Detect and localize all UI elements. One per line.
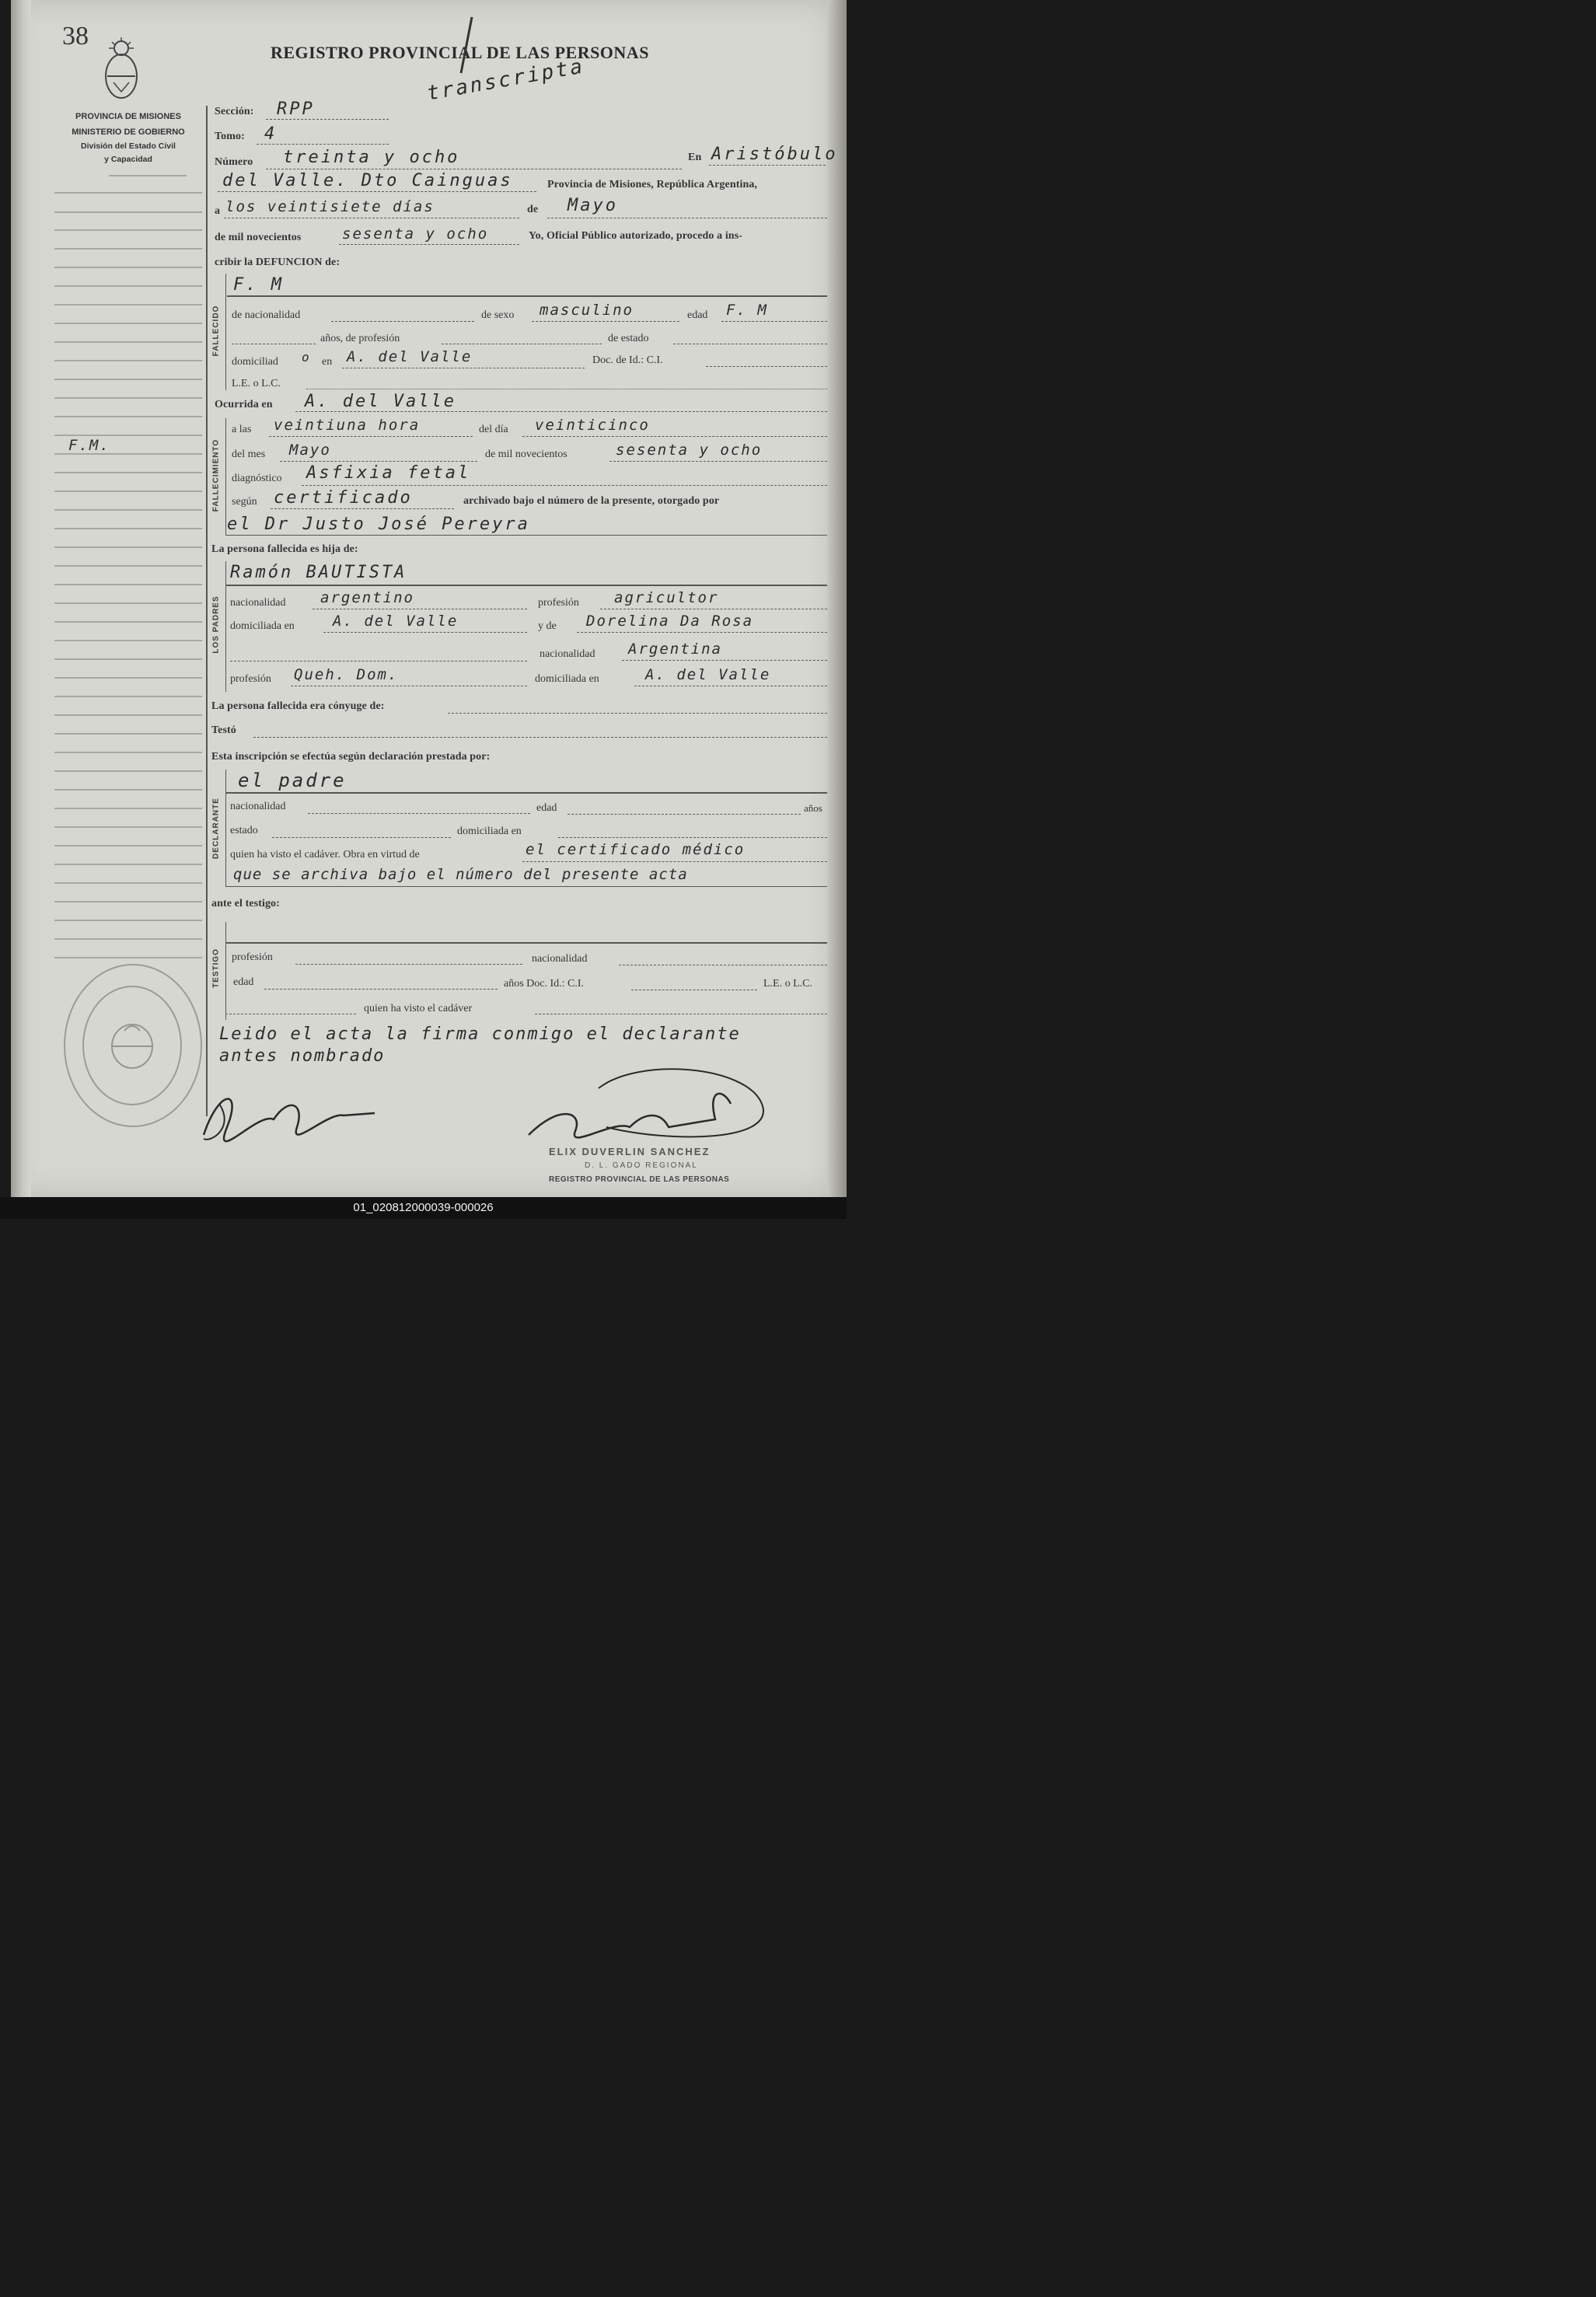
side-label-declarante: DECLARANTE (211, 798, 221, 859)
label-numero: Número (215, 156, 253, 168)
division-line: División del Estado Civil (81, 141, 176, 151)
value-anio: sesenta y ocho (342, 225, 489, 243)
value-difunto: F. M (233, 275, 284, 295)
label-y-de: y de (538, 620, 557, 632)
line-mes-fall (280, 461, 477, 462)
file-id-footer: 01_020812000039-000026 (0, 1197, 847, 1219)
line-anio-fall (609, 461, 827, 462)
side-label-padres: LOS PADRES (211, 595, 221, 654)
value-padre-dom: A. del Valle (333, 613, 459, 630)
value-leido2: antes nombrado (219, 1046, 386, 1066)
value-en-place: Aristóbulo (711, 145, 838, 164)
line-conyuge (448, 713, 827, 714)
value-diagnostico: Asfixia fetal (306, 463, 471, 483)
line-diagnostico (302, 485, 827, 486)
label-sexo: de sexo (481, 309, 515, 321)
line-anio (339, 244, 519, 245)
line-test-prof (295, 964, 522, 965)
value-dia-fall: veinticinco (535, 417, 650, 434)
line-ocurrida (295, 411, 827, 412)
value-obra2: que se archiva bajo el número del presente acta (233, 866, 688, 883)
label-madre-nac: nacionalidad (540, 648, 595, 660)
label-decl-edad: edad (536, 802, 557, 814)
value-mes-fall: Mayo (289, 442, 331, 459)
line-en (709, 165, 826, 166)
official-name: ELIX DUVERLIN SANCHEZ (549, 1146, 711, 1157)
label-de: de (527, 204, 539, 215)
label-diagnostico: diagnóstico (232, 473, 282, 484)
line-decl-dom (558, 837, 827, 838)
capacity-line: y Capacidad (104, 155, 152, 164)
line-declarante (225, 792, 827, 794)
value-declarante: el padre (238, 770, 347, 791)
label-padre-prof: profesión (538, 597, 579, 609)
value-hora: veintiuna hora (274, 417, 421, 434)
coat-of-arms-icon (103, 36, 140, 104)
value-leido1: Leido el acta la firma conmigo el declarante (219, 1025, 741, 1044)
official-office: REGISTRO PROVINCIAL DE LAS PERSONAS (549, 1175, 730, 1184)
line-madre (577, 632, 827, 633)
line-testigo (225, 942, 827, 944)
book-binding (11, 0, 31, 1197)
value-padre-prof: agricultor (614, 589, 719, 606)
declarant-signature-icon (196, 1080, 390, 1150)
line-hora (269, 436, 473, 437)
line-edad (721, 321, 827, 322)
label-ante-testigo: ante el testigo: (211, 898, 280, 909)
label-segun: según (232, 496, 257, 508)
line-padre-dom (323, 632, 527, 633)
value-dia: los veintisiete días (225, 198, 435, 215)
label-quien-visto: quien ha visto el cadáver (364, 1003, 473, 1014)
label-test-anios-doc: años Doc. Id.: C.I. (504, 978, 585, 990)
value-medico: el Dr Justo José Pereyra (227, 515, 530, 534)
page-edge (827, 0, 847, 1197)
label-en-dom: en (322, 356, 333, 368)
line-test-edad (264, 989, 498, 990)
label-a-las: a las (232, 424, 252, 435)
label-en: En (688, 152, 702, 163)
side-label-fallecimiento: FALLECIMIENTO (211, 438, 221, 512)
value-numero: treinta y ocho (283, 148, 460, 167)
label-domiciliado: domiciliad (232, 356, 278, 368)
line-dia-fall (522, 436, 827, 437)
label-madre-prof: profesión (230, 673, 271, 685)
line-sexo (532, 321, 679, 322)
province-line: PROVINCIA DE MISIONES (75, 112, 181, 121)
value-seccion: RPP (277, 99, 315, 119)
line-place2 (218, 191, 536, 192)
side-label-testigo: TESTIGO (211, 948, 221, 988)
value-madre-nac: Argentina (628, 641, 722, 658)
line-seccion (266, 119, 389, 120)
label-provincia: Provincia de Misiones, República Argentina, (547, 179, 758, 190)
ministry-line: MINISTERIO DE GOBIERNO (72, 127, 185, 137)
line-padre (225, 585, 827, 586)
label-decl-nac: nacionalidad (230, 801, 286, 812)
value-obra1: el certificado médico (526, 841, 746, 858)
label-test-le-lc: L.E. o L.C. (763, 978, 812, 990)
line-obra1 (522, 861, 827, 862)
label-cribir: cribir la DEFUNCION de: (215, 257, 341, 268)
label-tomo: Tomo: (215, 131, 245, 142)
value-place2: del Valle. Dto Cainguas (222, 171, 513, 190)
line-doc-id (706, 366, 827, 367)
label-padre-dom: domiciliada en (230, 620, 295, 632)
label-padre-nac: nacionalidad (230, 597, 286, 609)
label-yo-oficial: Yo, Oficial Público autorizado, procedo a ins- (529, 230, 743, 242)
label-le-lc: L.E. o L.C. (232, 378, 281, 389)
value-segun: certificado (274, 488, 413, 508)
value-madre: Dorelina Da Rosa (586, 613, 754, 630)
label-ocurrida: Ocurrida en (215, 399, 273, 410)
page-title: REGISTRO PROVINCIAL DE LAS PERSONAS (271, 43, 649, 62)
value-domiciliado-suffix: o (302, 350, 311, 365)
value-madre-prof: Queh. Dom. (294, 666, 399, 683)
label-madre-dom: domiciliada en (535, 673, 599, 685)
value-tomo: 4 (264, 124, 278, 144)
value-mes: Mayo (568, 196, 618, 215)
line-difunto (227, 295, 827, 297)
line-segun (271, 508, 454, 509)
official-role: D. L. GADO REGIONAL (585, 1161, 698, 1170)
form-border (206, 106, 208, 1116)
label-de-estado: de estado (608, 333, 649, 344)
value-ocurrida: A. del Valle (305, 392, 456, 411)
label-edad: edad (687, 309, 708, 321)
line-blank-padres (230, 661, 527, 662)
line-decl-estado (272, 837, 451, 838)
line-decl-nac (308, 813, 530, 814)
label-anios-profesion: años, de profesión (320, 333, 400, 344)
line-nacionalidad (331, 321, 474, 322)
label-conyuge: La persona fallecida era cónyuge de: (211, 700, 385, 712)
page-number: 38 (62, 22, 89, 51)
label-del-mes: del mes (232, 449, 266, 460)
label-test-prof: profesión (232, 951, 273, 963)
label-persona-hija: La persona fallecida es hija de: (211, 543, 358, 555)
line-decl-edad (568, 814, 801, 815)
margin-note: F.M. (68, 437, 110, 454)
label-del-dia: del día (479, 424, 508, 435)
value-sexo: masculino (540, 302, 634, 319)
label-decl-dom: domiciliada en (457, 826, 522, 837)
label-a: a (215, 205, 221, 217)
label-quien-visto-obra: quien ha visto el cadáver. Obra en virtud de (230, 849, 420, 861)
side-label-fallecido: FALLECIDO (211, 305, 221, 357)
label-de-mil-nov: de mil novecientos (485, 449, 568, 460)
label-testo: Testó (211, 724, 236, 736)
line-testo (253, 737, 827, 738)
value-madre-dom: A. del Valle (645, 666, 771, 683)
line-medico (225, 535, 827, 536)
stamp-stroke (455, 14, 478, 76)
value-padre: Ramón BAUTISTA (230, 563, 407, 582)
line-madre-nac (622, 660, 827, 661)
handwritten-stamp: transcripta (424, 54, 587, 106)
label-seccion: Sección: (215, 106, 254, 117)
label-doc-id: Doc. de Id.: C.I. (592, 354, 663, 366)
label-decl-anios: años (804, 802, 822, 814)
label-de-nacionalidad: de nacionalidad (232, 309, 301, 321)
line-obra2 (225, 886, 827, 887)
line-tomo (257, 144, 389, 145)
label-archivado: archivado bajo el número de la presente, otorgado por (463, 495, 720, 507)
label-test-edad: edad (233, 976, 254, 988)
official-signature-icon (513, 1057, 777, 1150)
label-decl-estado: estado (230, 825, 258, 836)
value-padre-nac: argentino (320, 589, 414, 606)
label-inscripcion: Esta inscripción se efectúa según declaración prestada por: (211, 751, 491, 763)
value-anio-fall: sesenta y ocho (616, 442, 763, 459)
value-edad: F. M (726, 302, 768, 319)
value-domicilio: A. del Valle (347, 348, 473, 365)
label-test-nac: nacionalidad (532, 953, 588, 965)
label-de-mil: de mil novecientos (215, 232, 302, 243)
seal-emblem-icon (101, 1017, 163, 1071)
